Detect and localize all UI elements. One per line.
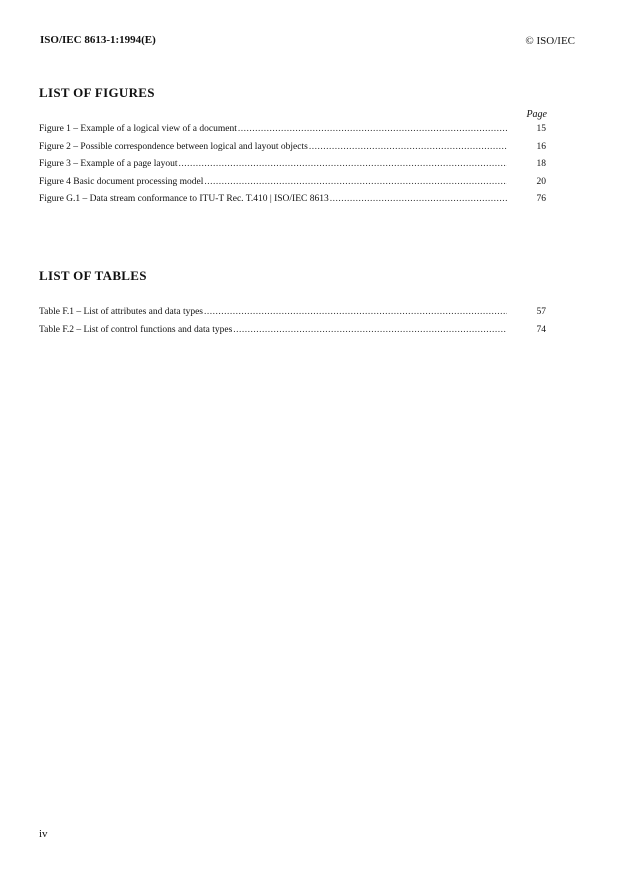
entry-label: Figure 1 – Example of a logical view of a document (39, 124, 237, 134)
entry-label: Figure 4 Basic document processing model (39, 176, 204, 187)
dot-leader (238, 124, 507, 134)
entry-page: 20 (536, 176, 546, 187)
entry-label: Figure G.1 – Data stream conformance to ITU-T Rec. T.410 | ISO/IEC 8613 (39, 194, 329, 204)
entry-label: Figure 2 – Possible correspondence between logical and layout objects (39, 141, 308, 152)
entry-page: 16 (536, 141, 546, 152)
figures-list (39, 124, 547, 212)
entry-page: 74 (536, 324, 546, 335)
entry-page: 57 (536, 307, 546, 317)
figure-entry[interactable] (39, 177, 547, 195)
dot-leader (330, 194, 507, 204)
list-of-figures-heading: LIST OF FIGURES (39, 85, 155, 100)
table-entry[interactable] (39, 325, 547, 343)
figure-entry[interactable] (39, 159, 547, 177)
figure-entry[interactable] (39, 194, 547, 212)
figure-entry[interactable] (39, 124, 547, 142)
entry-label: Figure 3 – Example of a page layout (39, 159, 178, 169)
entry-page: 76 (536, 194, 546, 204)
page-number: iv (39, 828, 48, 840)
dot-leader (204, 177, 507, 187)
page-column-label: Page (526, 109, 547, 120)
tables-list (39, 307, 547, 342)
entry-page: 18 (536, 159, 546, 169)
entry-label: Table F.2 – List of control functions and data types (39, 324, 233, 335)
entry-label: Table F.1 – List of attributes and data types (39, 307, 203, 317)
dot-leader (309, 142, 507, 152)
document-id: ISO/IEC 8613-1:1994(E) (40, 34, 156, 46)
dot-leader (179, 159, 507, 169)
copyright-notice: © ISO/IEC (525, 35, 575, 47)
table-entry[interactable] (39, 307, 547, 325)
entry-page: 15 (536, 124, 546, 134)
figure-entry[interactable] (39, 142, 547, 160)
list-of-tables-heading: LIST OF TABLES (39, 268, 147, 283)
dot-leader (233, 325, 507, 335)
dot-leader (204, 307, 507, 317)
